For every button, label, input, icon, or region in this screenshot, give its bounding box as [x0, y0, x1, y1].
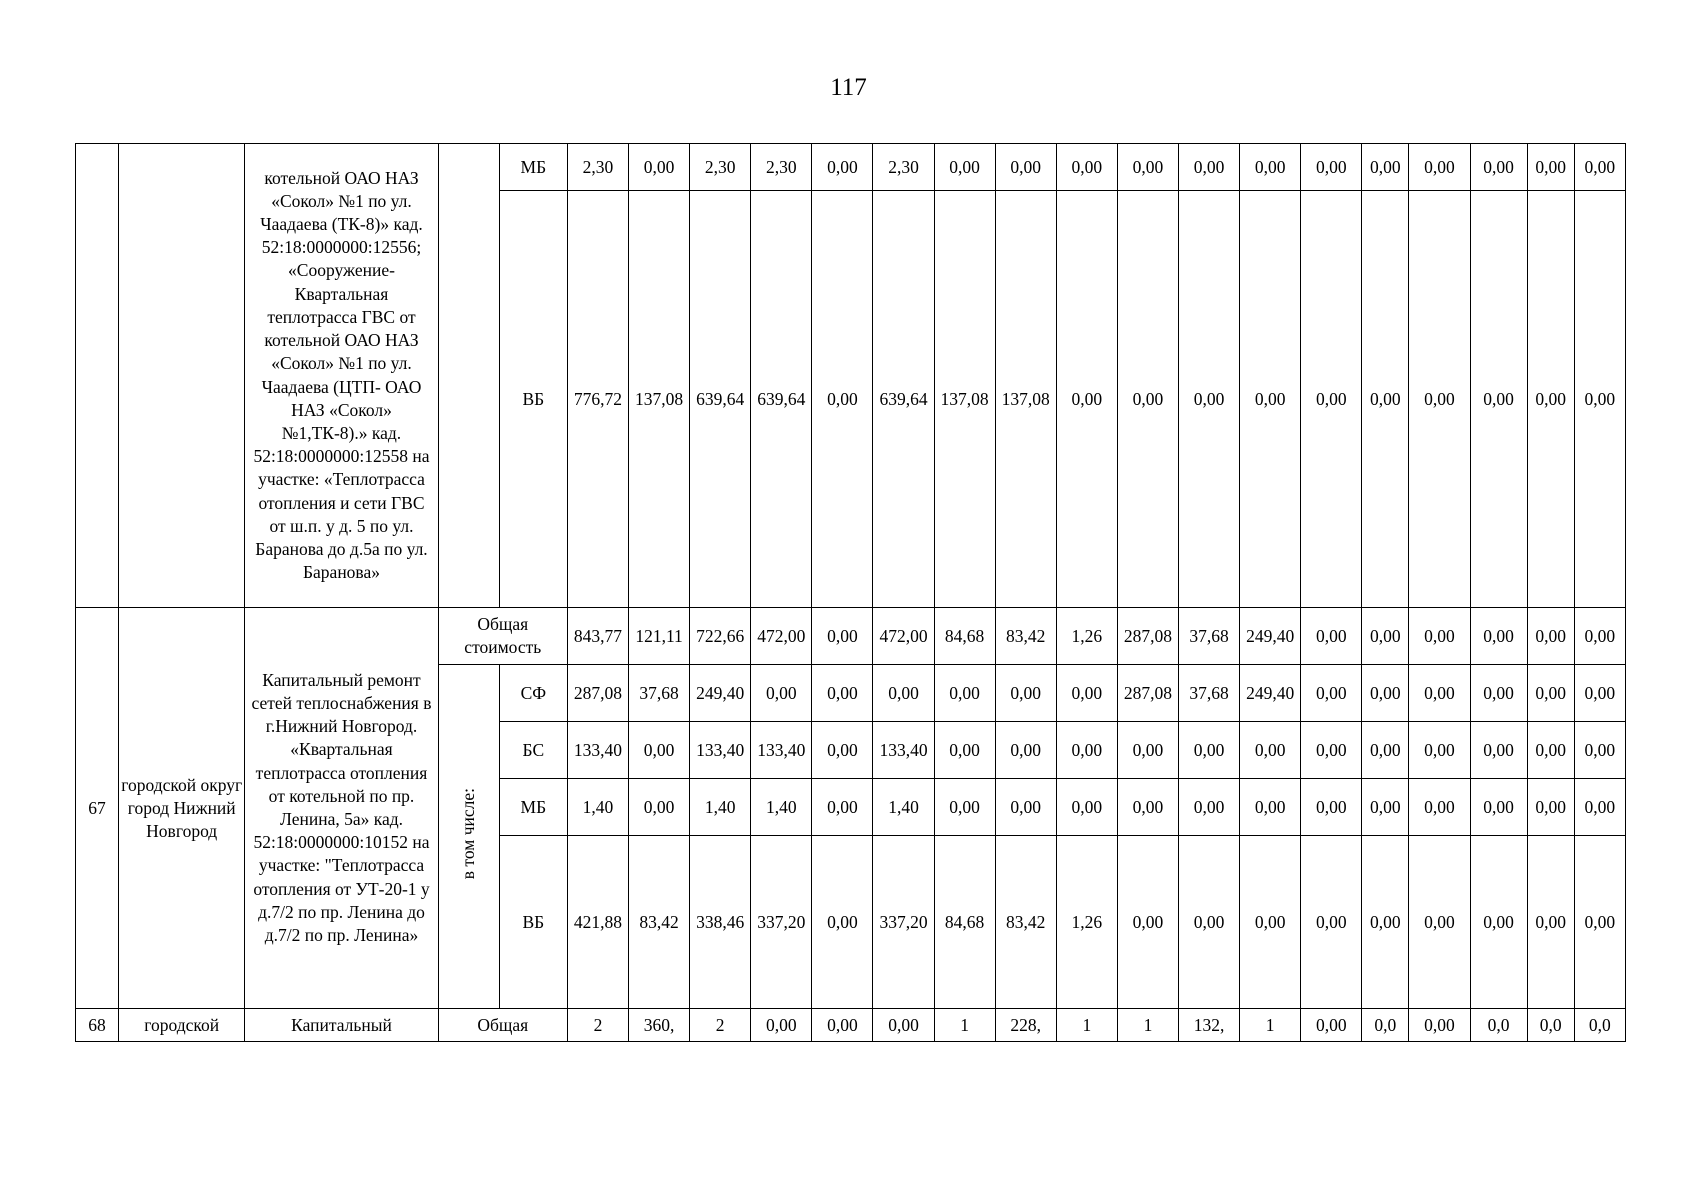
- value-cell: 0,00: [1056, 779, 1117, 836]
- value-cell: 0,00: [812, 779, 873, 836]
- value-cell: 0,00: [1056, 144, 1117, 191]
- value-cell: 0,00: [812, 144, 873, 191]
- value-cell: 0,00: [1056, 191, 1117, 608]
- value-cell: 0,00: [1301, 191, 1362, 608]
- total-label-cell: Общая стоимость: [438, 608, 567, 665]
- value-cell: 0,00: [1527, 836, 1574, 1009]
- value-cell: 0,00: [995, 144, 1056, 191]
- value-cell: 0,00: [812, 1009, 873, 1042]
- value-cell: 133,40: [873, 722, 934, 779]
- value-cell: 639,64: [690, 191, 751, 608]
- value-cell: 639,64: [751, 191, 812, 608]
- value-cell: 0,00: [1117, 779, 1178, 836]
- value-cell: 249,40: [690, 665, 751, 722]
- value-cell: 1,26: [1056, 608, 1117, 665]
- value-cell: 0,00: [934, 144, 995, 191]
- value-cell: 0,00: [1409, 836, 1470, 1009]
- value-cell: 1: [1056, 1009, 1117, 1042]
- value-cell: 0,00: [1470, 836, 1527, 1009]
- value-cell: 0,00: [812, 836, 873, 1009]
- value-cell: 1,40: [751, 779, 812, 836]
- value-cell: 472,00: [873, 608, 934, 665]
- municipality-cell: городской округ город Нижний Новгород: [119, 608, 245, 1009]
- source-cell: БС: [499, 722, 567, 779]
- row-number-cell: 67: [76, 608, 119, 1009]
- value-cell: 83,42: [995, 608, 1056, 665]
- value-cell: 2,30: [567, 144, 628, 191]
- value-cell: 0,00: [1527, 779, 1574, 836]
- value-cell: 228,: [995, 1009, 1056, 1042]
- value-cell: 1,40: [690, 779, 751, 836]
- value-cell: 0,00: [1574, 722, 1625, 779]
- value-cell: 1: [934, 1009, 995, 1042]
- value-cell: 0,00: [1470, 779, 1527, 836]
- table-row: [76, 1009, 1626, 1042]
- including-label-cell-text: в том числе:: [458, 787, 479, 880]
- description-cell: котельной ОАО НАЗ «Сокол» №1 по ул. Чаадаева (ТК-8)» кад. 52:18:0000000:12556; «Сооружение-Квартальная теплотрасса ГВС от котельной ОАО НАЗ «Сокол» №1 по ул. Чаадаева (ЦТП- ОАО НАЗ «Сокол» №1,ТК-8).» кад. 52:18:0000000:12558 на участке: «Теплотрасса отопления и сети ГВС от ш.п. у д. 5 по ул. Баранова до д.5а по ул. Баранова»: [245, 144, 438, 608]
- value-cell: 0,00: [1409, 665, 1470, 722]
- value-cell: 0,00: [1301, 144, 1362, 191]
- table-body: [76, 144, 1626, 1042]
- source-cell: ВБ: [499, 191, 567, 608]
- value-cell: 249,40: [1240, 665, 1301, 722]
- value-cell: 0,00: [1362, 608, 1409, 665]
- value-cell: 83,42: [629, 836, 690, 1009]
- total-label-cell: Общая: [438, 1009, 567, 1042]
- value-cell: 0,00: [1574, 608, 1625, 665]
- table-row: [76, 608, 1626, 665]
- value-cell: 0,00: [812, 608, 873, 665]
- table-row: [76, 144, 1626, 191]
- value-cell: 0,00: [1301, 608, 1362, 665]
- row-number-cell: [76, 144, 119, 608]
- value-cell: 0,00: [812, 722, 873, 779]
- description-cell: Капитальный ремонт сетей теплоснабжения в г.Нижний Новгород. «Квартальная теплотрасса отопления от котельной по пр. Ленина, 5а» кад. 52:18:0000000:10152 на участке: "Теплотрасса отопления от УТ-20-1 у д.7/2 по пр. Ленина до д.7/2 по пр. Ленина»: [245, 608, 438, 1009]
- value-cell: 0,00: [1240, 836, 1301, 1009]
- value-cell: 249,40: [1240, 608, 1301, 665]
- value-cell: 37,68: [1179, 608, 1240, 665]
- value-cell: 0,00: [1409, 144, 1470, 191]
- value-cell: 37,68: [629, 665, 690, 722]
- value-cell: 0,00: [1527, 722, 1574, 779]
- value-cell: 37,68: [1179, 665, 1240, 722]
- value-cell: 0,00: [1240, 144, 1301, 191]
- municipality-cell: [119, 144, 245, 608]
- value-cell: 0,00: [1056, 722, 1117, 779]
- value-cell: 0,00: [1301, 836, 1362, 1009]
- value-cell: 472,00: [751, 608, 812, 665]
- value-cell: 0,00: [1409, 1009, 1470, 1042]
- value-cell: 121,11: [629, 608, 690, 665]
- value-cell: 722,66: [690, 608, 751, 665]
- value-cell: 0,00: [1470, 722, 1527, 779]
- value-cell: 421,88: [567, 836, 628, 1009]
- value-cell: 0,00: [934, 779, 995, 836]
- value-cell: 1: [1117, 1009, 1178, 1042]
- value-cell: 0,00: [751, 665, 812, 722]
- value-cell: 2,30: [751, 144, 812, 191]
- value-cell: 83,42: [995, 836, 1056, 1009]
- source-cell: МБ: [499, 779, 567, 836]
- value-cell: 0,00: [629, 779, 690, 836]
- value-cell: 2: [690, 1009, 751, 1042]
- value-cell: 84,68: [934, 608, 995, 665]
- value-cell: 0,00: [1179, 779, 1240, 836]
- value-cell: 338,46: [690, 836, 751, 1009]
- value-cell: 843,77: [567, 608, 628, 665]
- value-cell: 360,: [629, 1009, 690, 1042]
- value-cell: 137,08: [934, 191, 995, 608]
- value-cell: 0,00: [934, 722, 995, 779]
- value-cell: 0,00: [995, 665, 1056, 722]
- value-cell: 0,00: [1362, 779, 1409, 836]
- value-cell: 0,00: [1117, 836, 1178, 1009]
- value-cell: 133,40: [751, 722, 812, 779]
- value-cell: 0,00: [751, 1009, 812, 1042]
- value-cell: 0,00: [1240, 191, 1301, 608]
- value-cell: 0,0: [1470, 1009, 1527, 1042]
- value-cell: 0,00: [812, 191, 873, 608]
- source-cell: ВБ: [499, 836, 567, 1009]
- value-cell: 0,00: [1117, 191, 1178, 608]
- value-cell: 0,00: [629, 144, 690, 191]
- value-cell: 0,00: [1056, 665, 1117, 722]
- value-cell: 137,08: [995, 191, 1056, 608]
- value-cell: 133,40: [690, 722, 751, 779]
- source-cell: СФ: [499, 665, 567, 722]
- value-cell: 0,00: [1117, 144, 1178, 191]
- value-cell: 1,26: [1056, 836, 1117, 1009]
- value-cell: 0,0: [1362, 1009, 1409, 1042]
- value-cell: 0,00: [1301, 779, 1362, 836]
- value-cell: 0,00: [1409, 608, 1470, 665]
- value-cell: 0,00: [1362, 722, 1409, 779]
- value-cell: 0,0: [1574, 1009, 1625, 1042]
- value-cell: 0,00: [1240, 779, 1301, 836]
- value-cell: 0,00: [1179, 836, 1240, 1009]
- including-cell: [438, 144, 499, 608]
- row-number-cell: 68: [76, 1009, 119, 1042]
- value-cell: 133,40: [567, 722, 628, 779]
- value-cell: 0,00: [1179, 191, 1240, 608]
- value-cell: 0,00: [1362, 191, 1409, 608]
- value-cell: 0,00: [873, 665, 934, 722]
- description-cell: Капитальный: [245, 1009, 438, 1042]
- value-cell: 337,20: [751, 836, 812, 1009]
- value-cell: 0,00: [1362, 665, 1409, 722]
- value-cell: 1: [1240, 1009, 1301, 1042]
- page-number: 117: [830, 74, 867, 101]
- value-cell: 0,00: [995, 779, 1056, 836]
- budget-table: [75, 143, 1626, 1042]
- value-cell: 137,08: [629, 191, 690, 608]
- value-cell: 0,00: [812, 665, 873, 722]
- including-label-cell: [438, 665, 499, 1009]
- value-cell: 0,00: [1409, 779, 1470, 836]
- value-cell: 0,00: [1470, 608, 1527, 665]
- value-cell: 0,00: [873, 1009, 934, 1042]
- value-cell: 0,00: [1362, 144, 1409, 191]
- value-cell: 132,: [1179, 1009, 1240, 1042]
- value-cell: 0,00: [1301, 722, 1362, 779]
- value-cell: 639,64: [873, 191, 934, 608]
- value-cell: 0,00: [1470, 665, 1527, 722]
- value-cell: 0,00: [1179, 722, 1240, 779]
- value-cell: 0,00: [1409, 191, 1470, 608]
- value-cell: 0,00: [1527, 144, 1574, 191]
- value-cell: 0,00: [1117, 722, 1178, 779]
- value-cell: 287,08: [1117, 608, 1178, 665]
- value-cell: 0,00: [1301, 665, 1362, 722]
- value-cell: 2,30: [873, 144, 934, 191]
- value-cell: 0,00: [1527, 608, 1574, 665]
- value-cell: 0,00: [1574, 665, 1625, 722]
- value-cell: 1,40: [873, 779, 934, 836]
- value-cell: 0,00: [1574, 779, 1625, 836]
- value-cell: 0,00: [1179, 144, 1240, 191]
- value-cell: 0,00: [1470, 191, 1527, 608]
- value-cell: 0,00: [1470, 144, 1527, 191]
- value-cell: 0,00: [1574, 144, 1625, 191]
- value-cell: 0,00: [1362, 836, 1409, 1009]
- value-cell: 0,00: [1301, 1009, 1362, 1042]
- value-cell: 84,68: [934, 836, 995, 1009]
- value-cell: 0,00: [1574, 836, 1625, 1009]
- municipality-cell: городской: [119, 1009, 245, 1042]
- value-cell: 0,0: [1527, 1009, 1574, 1042]
- source-cell: МБ: [499, 144, 567, 191]
- value-cell: 2: [567, 1009, 628, 1042]
- value-cell: 337,20: [873, 836, 934, 1009]
- value-cell: 0,00: [1240, 722, 1301, 779]
- value-cell: 0,00: [1527, 191, 1574, 608]
- value-cell: 0,00: [934, 665, 995, 722]
- value-cell: 0,00: [629, 722, 690, 779]
- value-cell: 0,00: [995, 722, 1056, 779]
- value-cell: 1,40: [567, 779, 628, 836]
- value-cell: 0,00: [1409, 722, 1470, 779]
- value-cell: 287,08: [1117, 665, 1178, 722]
- value-cell: 776,72: [567, 191, 628, 608]
- value-cell: 2,30: [690, 144, 751, 191]
- value-cell: 0,00: [1527, 665, 1574, 722]
- value-cell: 0,00: [1574, 191, 1625, 608]
- value-cell: 287,08: [567, 665, 628, 722]
